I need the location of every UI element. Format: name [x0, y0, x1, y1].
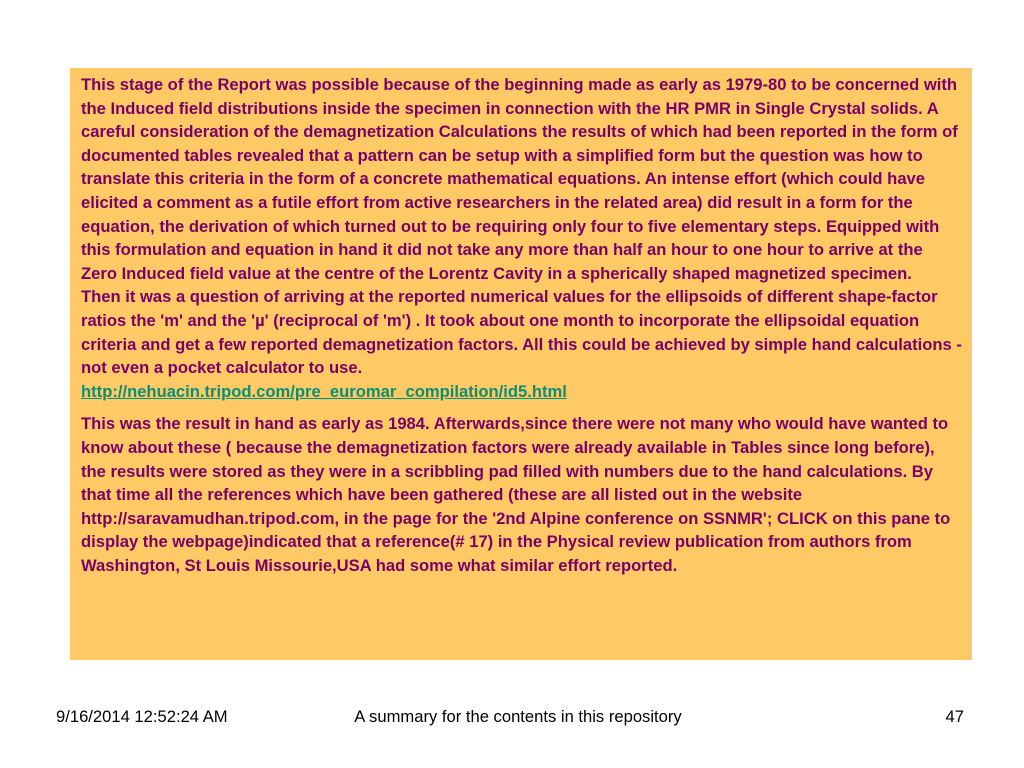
footer-title: A summary for the contents in this repository [354, 707, 682, 726]
body-paragraph-2: Then it was a question of arriving at the reported numerical values for the ellipsoids of different shape-factor ratios the 'm' and the 'µ' (reciprocal of 'm') . It took about one month to incorporate the ellipsoidal equation criteria and get a few reported demagnetization factors. All this could be achieved by simple hand calculations - not even a pocket calculator to use. [81, 287, 962, 378]
content-textbox[interactable] [70, 68, 972, 660]
footer-page-number: 47 [945, 707, 964, 726]
compilation-link[interactable]: http://nehuacin.tripod.com/pre_euromar_compilation/id5.html [81, 381, 567, 401]
body-paragraph-3: This was the result in hand as early as 1984. Afterwards,since there were not many who would have wanted to know about these ( because the demagnetization factors were already available in Tables since long before), the results were stored as they were in a scribbling pad filled with numbers due to the hand calculations. By that time all the references which have been gathered (these are all listed out in the website http://saravamudhan.tripod.com, in the page for the '2nd Alpine conference on SSNMR'; CLICK on this pane to display the webpage)indicated that a reference(# 17) in the Physical review publication from authors from Washington, St Louis Missourie,USA had some what similar effort reported. [81, 414, 951, 575]
footer-date: 9/16/2014 12:52:24 AM [56, 707, 228, 726]
body-paragraph-1: This stage of the Report was possible because of the beginning made as early as 1979-80 to be concerned with the Induced field distributions inside the specimen in connection with the HR PMR in Single Crystal solids. A careful consideration of the demagnetization Calculations the results of which had been reported in the form of documented tables revealed that a pattern can be setup with a simplified form but the question was how to translate this criteria in the form of a concrete mathematical equations. An intense effort (which could have elicited a comment as a futile effort from active researchers in the related area) did result in a form for the equation, the derivation of which turned out to be requiring only four to five elementary steps. Equipped with this formulation and equation in hand it did not take any more than half an hour to one hour to arrive at the Zero Induced field value at the centre of the Lorentz Cavity in a spherically shaped magnetized specimen. [81, 75, 958, 283]
